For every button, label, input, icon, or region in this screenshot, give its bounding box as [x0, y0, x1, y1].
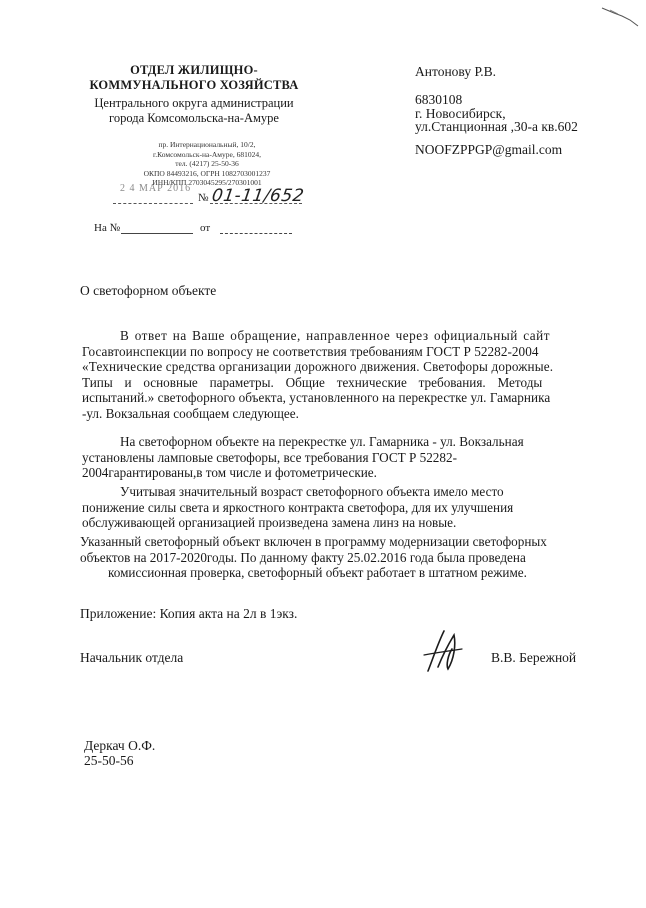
- performer-name: Деркач О.Ф.: [84, 738, 156, 753]
- body-line: установлены ламповые светофоры, все требования ГОСТ Р 52282-: [82, 449, 457, 465]
- performer-phone: 25-50-56: [84, 753, 134, 768]
- body-line: В ответ на Ваше обращение, направленное через официальный сайт: [120, 328, 551, 343]
- reference-date-label: от: [200, 222, 211, 234]
- body-line: -ул. Вокзальная сообщаем следующее.: [82, 405, 299, 421]
- signer-name: В.В. Бережной: [491, 650, 577, 665]
- outgoing-number-label: №: [198, 192, 209, 204]
- sender-detail-inn: ИНН/КПП 2703045295/270301001: [152, 178, 262, 187]
- body-line: Госавтоинспекции по вопросу не соответствия требованиям ГОСТ Р 52282-2004: [82, 343, 539, 359]
- body-line: 2004гарантированы,в том числе и фотометрические.: [82, 465, 377, 480]
- recipient-postcode: 6830108: [415, 92, 463, 107]
- sender-detail-city: г.Комсомольск-на-Амуре, 681024,: [152, 149, 261, 159]
- reference-number-label: На №: [94, 222, 121, 234]
- body-line: обслуживающей организацией произведена замена линз на новые.: [82, 515, 457, 530]
- sender-administration: [84, 96, 304, 126]
- sender-detail-address: пр. Интернациональный, 10/2,: [158, 140, 256, 149]
- recipient-email: NOOFZPPGP@gmail.com: [415, 142, 563, 157]
- sender-organization: [84, 63, 304, 93]
- recipient-city: г. Новосибирск,: [415, 106, 506, 121]
- body-line: испытаний.» светофорного объекта, установленного на перекрестке ул. Гамарника: [82, 390, 551, 405]
- handwritten-signature: [418, 625, 474, 677]
- body-paragraph-2: [82, 434, 590, 481]
- body-paragraph-4: [80, 534, 588, 581]
- sender-details: [112, 140, 302, 188]
- body-line: На светофорном объекте на перекрестке ул. Гамарника - ул. Вокзальная: [120, 434, 524, 449]
- sender-detail-okpo: ОКПО 84493216, ОГРН 1082703001237: [143, 168, 271, 178]
- body-line: «Технические средства организации дорожного движения. Светофоры дорожные.: [82, 359, 554, 374]
- reference-date-blank: [220, 233, 292, 234]
- body-paragraph-1: [82, 328, 590, 421]
- body-paragraph-3: [82, 484, 590, 531]
- corner-pen-mark: [600, 4, 640, 30]
- body-line: Типы и основные параметры. Общие технические требования. Методы: [82, 374, 543, 390]
- reference-number-blank: [121, 233, 193, 234]
- signer-title: Начальник отдела: [80, 650, 184, 665]
- sender-org-line1: ОТДЕЛ ЖИЛИЩНО-: [130, 63, 258, 77]
- letter-subject: О светофорном объекте: [80, 283, 217, 298]
- recipient-street: ул.Станционная ,30-а кв.602: [415, 119, 578, 134]
- body-line: понижение силы света и яркостного контракта светофора, для их улучшения: [82, 499, 514, 515]
- performer-block: [84, 738, 155, 768]
- date-underline: [113, 203, 193, 204]
- body-line: объектов на 2017-2020годы. По данному факту 25.02.2016 года была проведена: [80, 549, 526, 565]
- attachment-note: Приложение: Копия акта на 2л в 1экз.: [80, 606, 298, 621]
- body-line: Указанный светофорный объект включен в программу модернизации светофорных: [80, 534, 547, 549]
- sender-sub-line1: Центрального округа администрации: [94, 96, 294, 110]
- body-line: Учитывая значительный возраст светофорного объекта имело место: [120, 484, 504, 499]
- outgoing-number-handwritten: 01-11/652: [210, 186, 306, 206]
- sender-org-line2: КОММУНАЛЬНОГО ХОЗЯЙСТВА: [89, 78, 299, 92]
- sender-sub-line2: города Комсомольска-на-Амуре: [109, 111, 279, 125]
- sender-detail-phone: тел. (4217) 25-50-36: [175, 159, 239, 168]
- recipient-name: Антонову Р.В.: [415, 64, 497, 79]
- body-line: комиссионная проверка, светофорный объект работает в штатном режиме.: [108, 565, 527, 580]
- date-stamp: 2 4 МАР 2016: [120, 183, 192, 194]
